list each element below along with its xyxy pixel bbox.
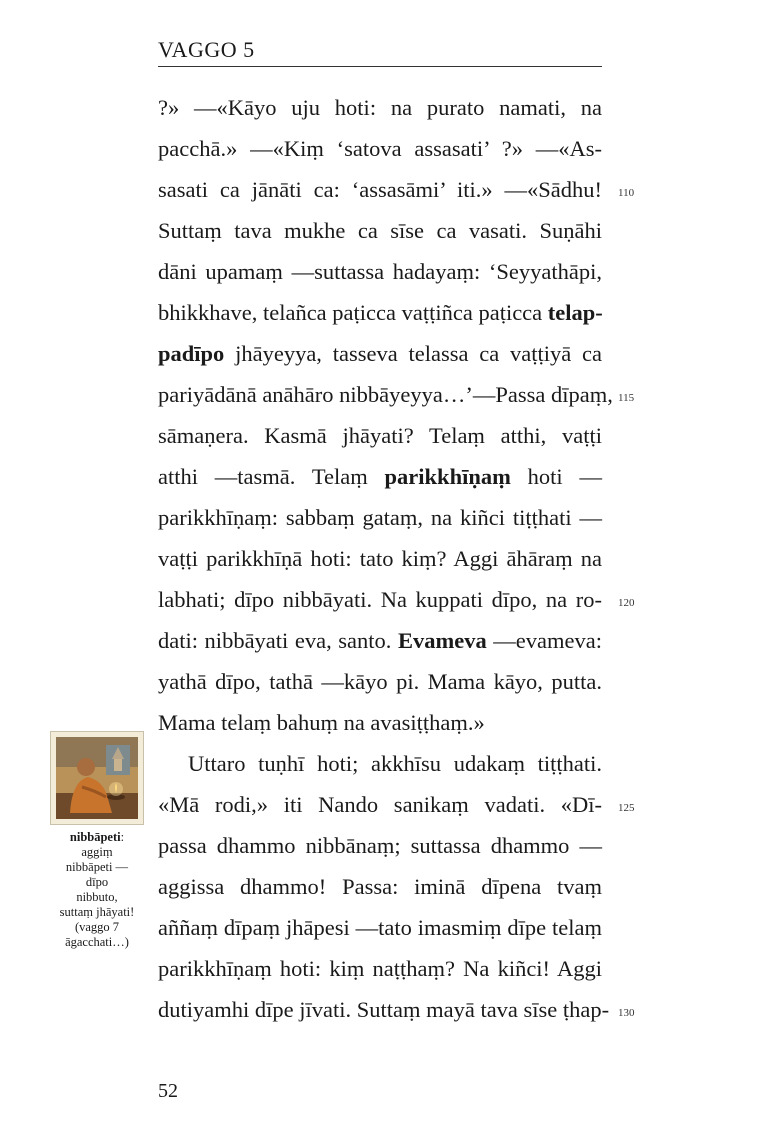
text-line — [158, 340, 602, 368]
caption-line: nibbuto, — [76, 890, 118, 904]
text-line: aññaṃ dīpaṃ jhāpesi —tato imasmiṃ dīpe telaṃ — [158, 915, 602, 940]
caption-term: nibbāpeti — [69, 830, 121, 844]
line-number: 115 — [618, 392, 635, 404]
text-line: passa dhammo nibbānaṃ; suttassa dhammo — — [158, 833, 602, 858]
text-line: labhati; dīpo nibbāyati. Na kuppati dīpo, na ro- — [158, 587, 602, 612]
caption-line: āgacchati…) — [65, 935, 129, 949]
text-line: Suttaṃ tava mukhe ca sīse ca vasati. Suṇāhi — [158, 218, 602, 243]
caption-line: nibbāpeti — — [65, 860, 129, 874]
caption-line: aggiṃ — [81, 845, 113, 859]
sidebar-caption — [38, 830, 156, 950]
line-text: hoti — — [510, 464, 602, 489]
text-line: pariyādānā anāhāro nibbāyeyya…’—Passa dīpaṃ, — [158, 382, 613, 407]
caption-line: (vaggo 7 — [74, 920, 120, 934]
text-line: parikkhīṇaṃ hoti: kiṃ naṭṭhaṃ? Na kiñci! Aggi — [158, 956, 602, 981]
line-text: dati: nibbāyati eva, santo. — [158, 628, 398, 653]
line-text: —evameva: — [486, 628, 603, 653]
line-number: 120 — [618, 597, 635, 609]
text-line: dutiyamhi dīpe jīvati. Suttaṃ mayā tava sīse ṭhap- — [158, 997, 610, 1022]
line-text: atthi —tasmā. Telaṃ — [158, 464, 385, 489]
caption-colon: : — [120, 830, 125, 844]
text-line: sāmaṇera. Kasmā jhāyati? Telaṃ atthi, vaṭṭi — [158, 423, 602, 448]
bold-term: padīpo — [158, 341, 225, 366]
text-line — [158, 627, 602, 655]
page-number: 52 — [158, 1080, 178, 1102]
bold-term: parikkhīṇaṃ — [384, 464, 511, 489]
text-line — [158, 463, 602, 491]
text-line: aggissa dhammo! Passa: iminā dīpena tvaṃ — [158, 874, 602, 899]
text-line: Uttaro tuṇhī hoti; akkhīsu udakaṃ tiṭṭhati. — [188, 751, 602, 776]
text-line: sasati ca jānāti ca: ‘assasāmi’ iti.» —«Sādhu! — [158, 177, 602, 202]
sidebar-illustration — [50, 731, 144, 825]
text-line: dāni upamaṃ —suttassa hadayaṃ: ‘Seyyathāpi, — [158, 259, 602, 284]
caption-heading — [38, 830, 156, 845]
line-number: 130 — [618, 1007, 635, 1019]
line-number: 125 — [618, 802, 635, 814]
running-header — [158, 34, 602, 67]
bold-term: telap- — [547, 300, 603, 325]
text-line: parikkhīṇaṃ: sabbaṃ gataṃ, na kiñci tiṭṭhati — — [158, 505, 602, 530]
line-text: jhāyeyya, tasseva telassa ca vaṭṭiyā ca — [235, 341, 602, 366]
text-line — [158, 299, 602, 327]
line-text: bhikkhave, telañca paṭicca vaṭṭiñca paṭicca — [158, 300, 548, 325]
text-line: ?» —«Kāyo uju hoti: na purato namati, na — [158, 95, 602, 120]
text-line: yathā dīpo, tathā —kāyo pi. Mama kāyo, putta. — [158, 669, 602, 694]
text-line: vaṭṭi parikkhīṇā hoti: tato kiṃ? Aggi āhāraṃ na — [158, 546, 602, 571]
caption-line: dīpo — [85, 875, 109, 889]
text-line: «Mā rodi,» iti Nando sanikaṃ vadati. «Dī- — [158, 792, 602, 817]
bold-term: Evameva — [397, 628, 487, 653]
monk-with-lamp-image — [56, 737, 138, 819]
text-line: Mama telaṃ bahuṃ na avasiṭṭhaṃ.» — [158, 710, 485, 735]
text-line: pacchā.» —«Kiṃ ‘satova assasati’ ?» —«As- — [158, 136, 602, 161]
line-number: 110 — [618, 187, 635, 199]
caption-line: suttaṃ jhāyati! — [59, 905, 135, 919]
running-title: VAGGO 5 — [158, 37, 255, 62]
